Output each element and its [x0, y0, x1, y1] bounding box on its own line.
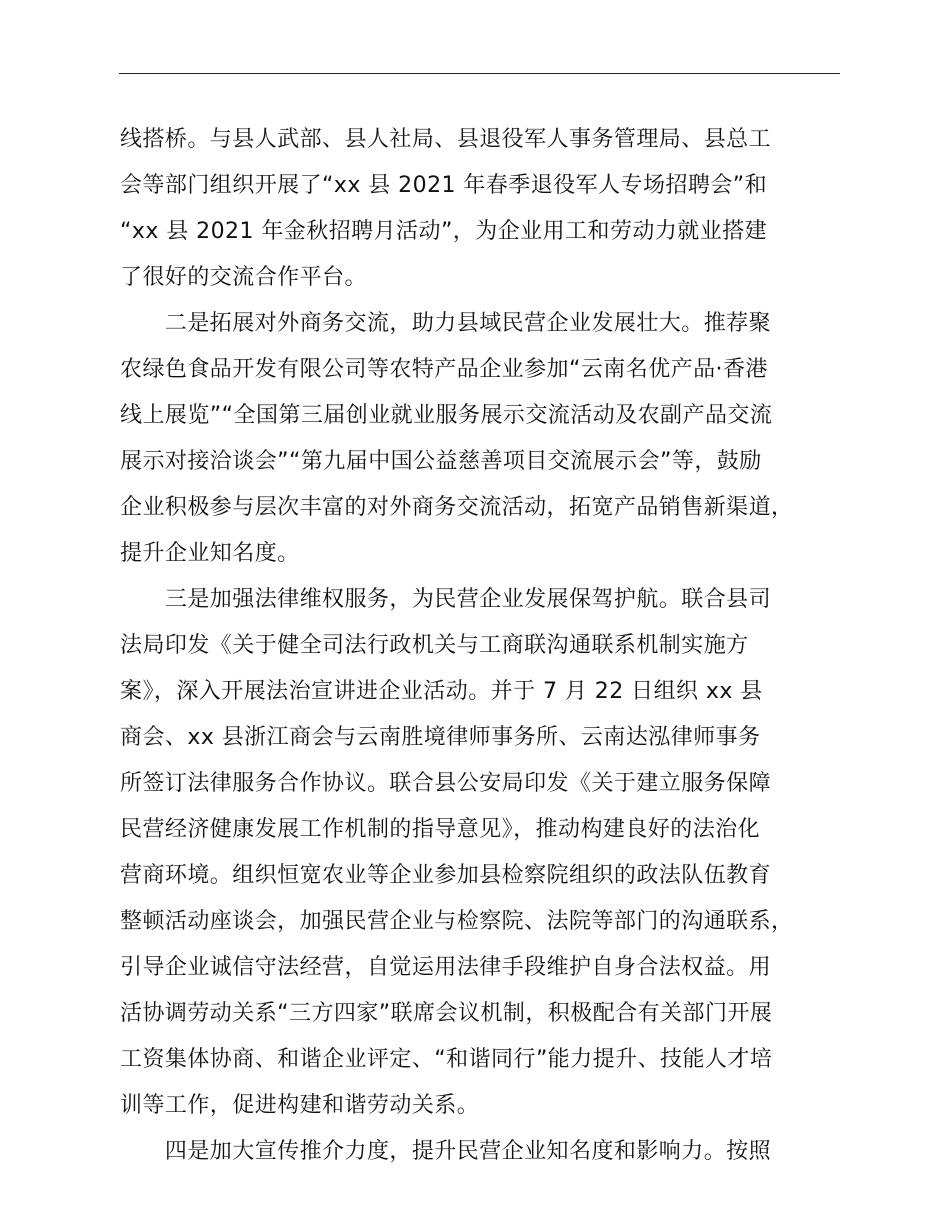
text-line: “xx 县 2021 年金秋招聘月活动”，为企业用工和劳动力就业搭建	[120, 219, 768, 244]
text-line: 引导企业诚信守法经营，自觉运用法律手段维护自身合法权益。用	[120, 955, 772, 980]
text-line: 二是拓展对外商务交流，助力县域民营企业发展壮大。推荐聚	[120, 311, 772, 336]
text-line: 了很好的交流合作平台。	[120, 265, 367, 290]
text-line: 农绿色食品开发有限公司等农特产品企业参加“云南名优产品·香港	[120, 357, 768, 382]
document-body	[120, 117, 860, 1175]
text-line: 三是加强法律维权服务，为民营企业发展保驾护航。联合县司	[120, 587, 772, 612]
text-line: 商会、xx 县浙江商会与云南胜境律师事务所、云南达泓律师事务	[120, 725, 761, 750]
text-line: 整顿活动座谈会，加强民营企业与检察院、法院等部门的沟通联系，	[120, 909, 794, 934]
text-line: 会等部门组织开展了“xx 县 2021 年春季退役军人专场招聘会”和	[120, 173, 768, 198]
text-line: 展示对接洽谈会”“第九届中国公益慈善项目交流展示会”等，鼓励	[120, 449, 762, 474]
text-line: 线搭桥。与县人武部、县人社局、县退役军人事务管理局、县总工	[120, 127, 772, 152]
text-line: 民营经济健康发展工作机制的指导意见》，推动构建良好的法治化	[120, 817, 761, 842]
text-line: 活协调劳动关系“三方四家”联席会议机制，积极配合有关部门开展	[120, 1001, 773, 1026]
text-line: 四是加大宣传推介力度，提升民营企业知名度和影响力。按照	[120, 1139, 772, 1164]
text-line: 线上展览”“全国第三届创业就业服务展示交流活动及农副产品交流	[120, 403, 773, 428]
text-line: 训等工作，促进构建和谐劳动关系。	[120, 1093, 480, 1118]
text-line: 案》，深入开展法治宣讲进企业活动。并于 7 月 22 日组织 xx 县	[120, 679, 763, 704]
text-line: 企业积极参与层次丰富的对外商务交流活动，拓宽产品销售新渠道，	[120, 495, 794, 520]
text-line: 提升企业知名度。	[120, 541, 300, 566]
text-line: 法局印发《关于健全司法行政机关与工商联沟通联系机制实施方	[120, 633, 749, 658]
header-rule	[119, 73, 840, 74]
text-line: 工资集体协商、和谐企业评定、“和谐同行”能力提升、技能人才培	[120, 1047, 773, 1072]
text-line: 营商环境。组织恒宽农业等企业参加县检察院组织的政法队伍教育	[120, 863, 772, 888]
text-line: 所签订法律服务合作协议。联合县公安局印发《关于建立服务保障	[120, 771, 772, 796]
